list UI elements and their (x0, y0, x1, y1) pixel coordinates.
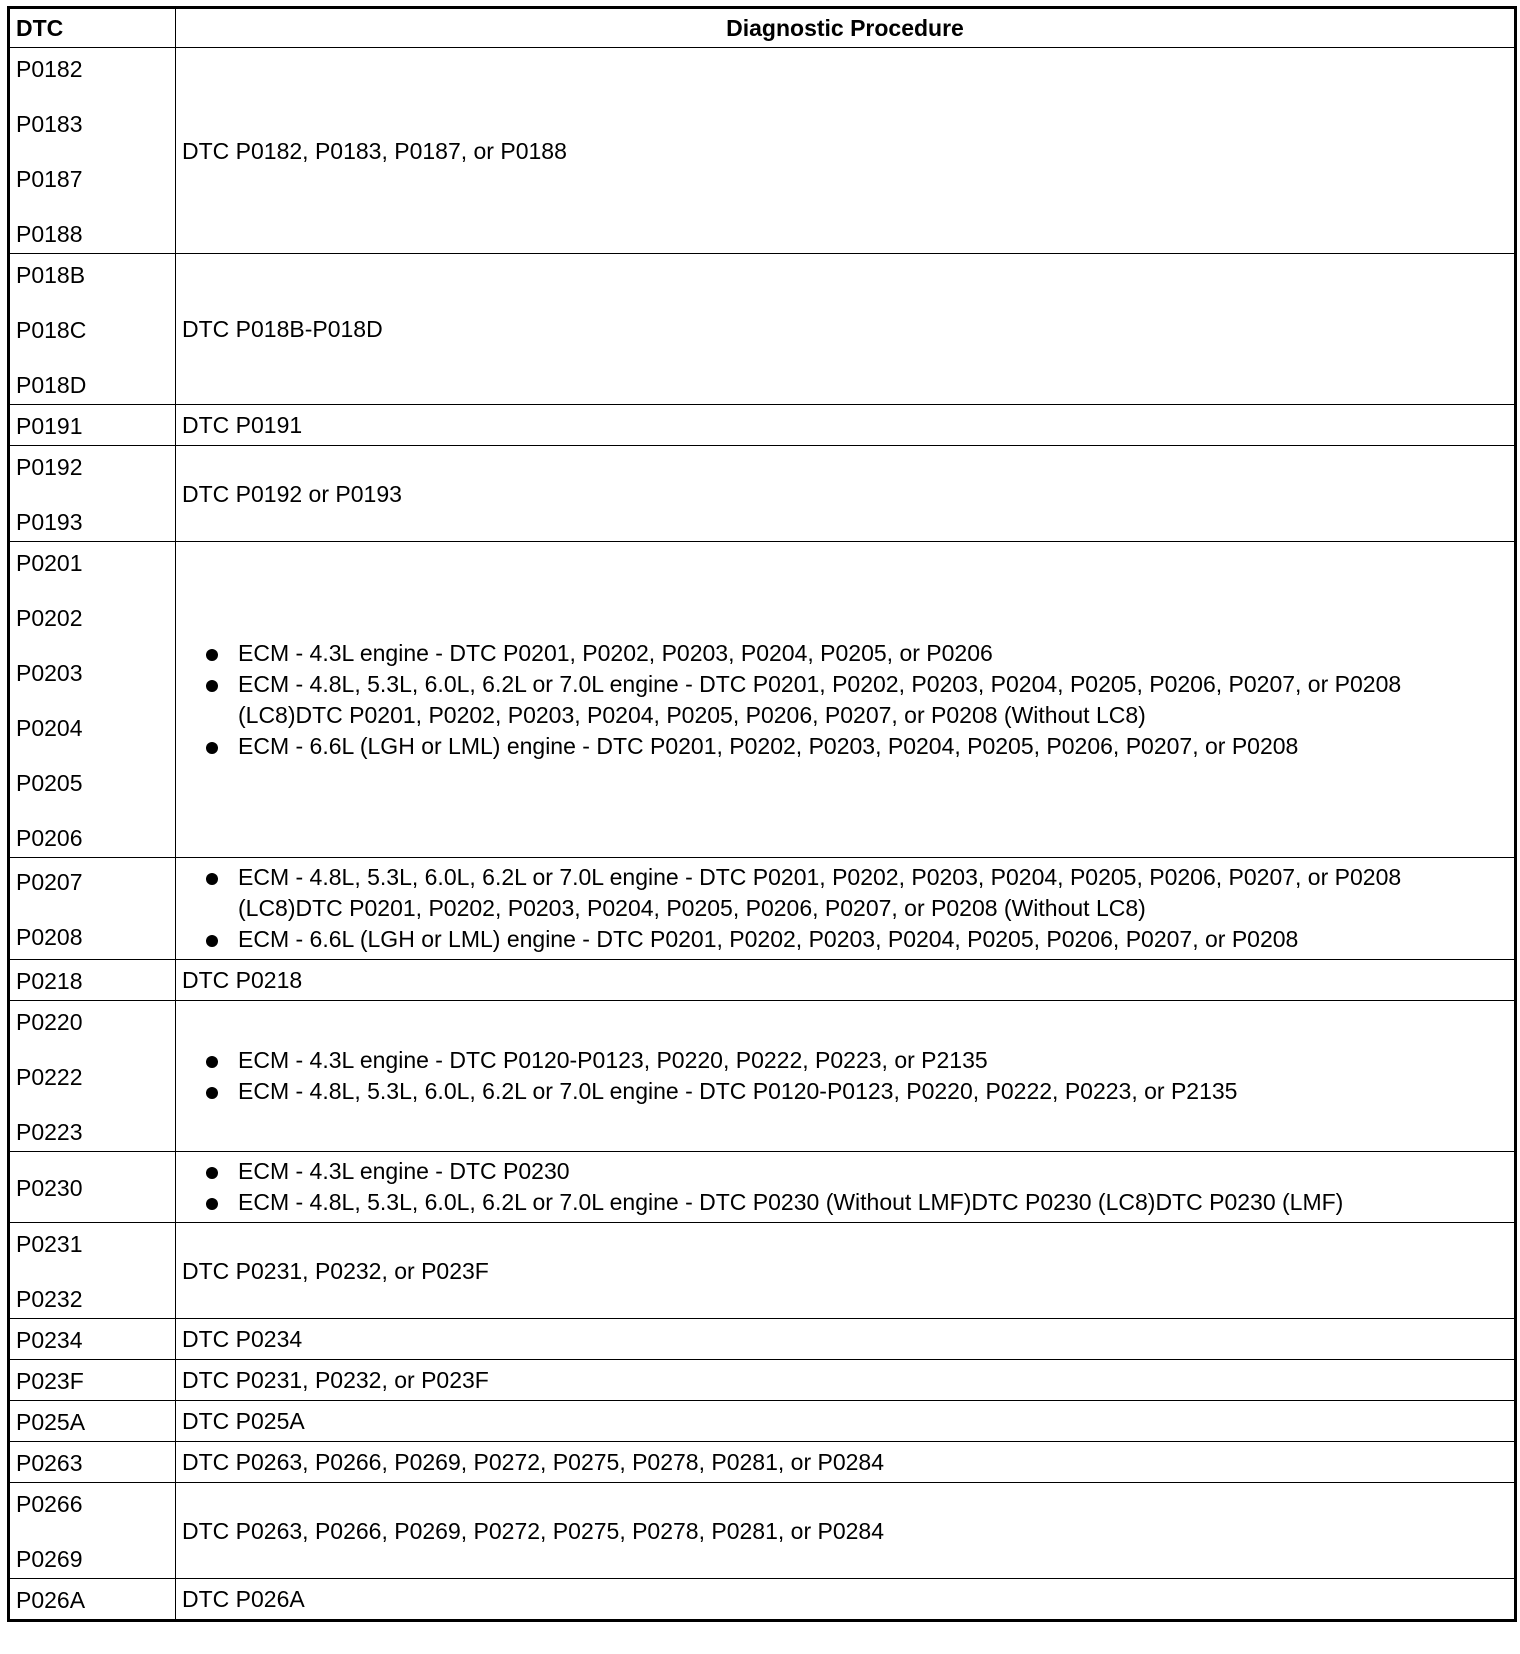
procedure-link-text[interactable]: DTC P0182, P0183, P0187, or P0188 (182, 137, 567, 164)
bullet-icon (206, 1087, 218, 1099)
dtc-cell (9, 1442, 176, 1483)
procedure-cell (176, 1360, 1516, 1401)
dtc-code: P026A (16, 1587, 86, 1613)
procedure-link-text[interactable]: DTC P0231, P0232, or P023F (182, 1257, 489, 1284)
bullet-icon (206, 649, 218, 661)
dtc-cell (9, 1360, 176, 1401)
list-item (202, 862, 1508, 924)
dtc-cell (9, 858, 176, 960)
bullet-icon (206, 742, 218, 754)
procedure-link-text[interactable]: ECM - 4.3L engine - DTC P0230 (238, 1158, 570, 1184)
procedure-link-text[interactable]: DTC P0192 or P0193 (182, 480, 402, 507)
dtc-cell (9, 1401, 176, 1442)
table-row (9, 446, 1516, 542)
procedure-link-text[interactable]: ECM - 4.8L, 5.3L, 6.0L, 6.2L or 7.0L engine - DTC P0120-P0123, P0220, P0222, P0223, or P2135 (238, 1078, 1238, 1104)
procedure-link-text[interactable]: ECM - 4.3L engine - DTC P0201, P0202, P0203, P0204, P0205, or P0206 (238, 639, 993, 666)
table-row (9, 1001, 1516, 1152)
dtc-cell (9, 1001, 176, 1152)
procedure-cell (176, 960, 1516, 1001)
procedure-link-text[interactable]: DTC P0263, P0266, P0269, P0272, P0275, P0278, P0281, or P0284 (182, 1449, 885, 1475)
procedure-list (182, 634, 1508, 766)
dtc-code: P0203 (16, 660, 83, 686)
procedure-link-text[interactable]: ECM - 6.6L (LGH or LML) engine - DTC P0201, P0202, P0203, P0204, P0205, P0206, P0207, or P0208 (238, 732, 1299, 759)
table-header-row (9, 8, 1516, 48)
dtc-code: P0218 (16, 968, 83, 994)
dtc-code: P0183 (16, 111, 83, 137)
procedure-cell (176, 542, 1516, 858)
procedure-cell (176, 48, 1516, 254)
dtc-cell (9, 1319, 176, 1360)
procedure-link-text[interactable]: DTC P0218 (182, 967, 303, 993)
dtc-code: P0207 (16, 869, 83, 895)
dtc-cell (9, 1223, 176, 1319)
dtc-code: P018C (16, 317, 87, 343)
table-row (9, 48, 1516, 254)
list-item (202, 638, 1508, 669)
list-item (202, 669, 1508, 731)
list-item (202, 1156, 1508, 1187)
dtc-code: P0187 (16, 166, 83, 192)
list-item (202, 1187, 1508, 1218)
dtc-code: P0193 (16, 509, 83, 535)
procedure-cell (176, 405, 1516, 446)
procedure-list (182, 1152, 1508, 1222)
table-row (9, 1152, 1516, 1223)
procedure-link-text[interactable]: ECM - 4.8L, 5.3L, 6.0L, 6.2L or 7.0L engine - DTC P0230 (Without LMF)DTC P0230 (LC8)DTC P0230 (LMF) (238, 1189, 1344, 1215)
dtc-code: P0192 (16, 454, 83, 480)
dtc-code: P0230 (16, 1175, 83, 1201)
procedure-cell (176, 1579, 1516, 1621)
bullet-icon (206, 680, 218, 692)
procedure-cell (176, 858, 1516, 960)
table-row (9, 405, 1516, 446)
procedure-link-text[interactable]: ECM - 4.3L engine - DTC P0120-P0123, P0220, P0222, P0223, or P2135 (238, 1047, 988, 1073)
procedure-list (182, 1041, 1508, 1111)
dtc-code: P023F (16, 1368, 84, 1394)
dtc-cell (9, 1579, 176, 1621)
table-row (9, 1360, 1516, 1401)
bullet-icon (206, 1167, 218, 1179)
procedure-link-text[interactable]: ECM - 4.8L, 5.3L, 6.0L, 6.2L or 7.0L engine - DTC P0201, P0202, P0203, P0204, P0205, P0206, P0207, or P0208 (LC8)DTC P0201, P0202, P0203, P0204, P0205, P0206, P0207, or P0208 (Without LC8) (238, 864, 1402, 921)
procedure-link-text[interactable]: DTC P0231, P0232, or P023F (182, 1367, 489, 1393)
dtc-cell (9, 405, 176, 446)
dtc-code: P0204 (16, 715, 83, 741)
dtc-cell (9, 446, 176, 542)
dtc-code: P0269 (16, 1546, 83, 1572)
procedure-cell (176, 1442, 1516, 1483)
table-row (9, 1401, 1516, 1442)
procedure-link-text[interactable]: DTC P0234 (182, 1326, 303, 1352)
dtc-code: P018B (16, 262, 86, 288)
dtc-cell (9, 1152, 176, 1223)
bullet-icon (206, 873, 218, 885)
bullet-icon (206, 935, 218, 947)
dtc-code: P0231 (16, 1231, 83, 1257)
procedure-link-text[interactable]: ECM - 4.8L, 5.3L, 6.0L, 6.2L or 7.0L engine - DTC P0201, P0202, P0203, P0204, P0205, P0206, P0207, or P0208 (LC8)DTC P0201, P0202, P0203, P0204, P0205, P0206, P0207, or P0208 (Without LC8) (238, 670, 1402, 728)
dtc-code: P0206 (16, 825, 83, 851)
procedure-cell (176, 1223, 1516, 1319)
procedure-link-text[interactable]: DTC P0263, P0266, P0269, P0272, P0275, P0278, P0281, or P0284 (182, 1517, 885, 1544)
dtc-code: P0222 (16, 1064, 83, 1090)
procedure-cell (176, 1152, 1516, 1223)
table-row (9, 1483, 1516, 1579)
dtc-code: P0201 (16, 550, 83, 576)
dtc-code: P0182 (16, 56, 83, 82)
table-row (9, 1319, 1516, 1360)
dtc-code: P0202 (16, 605, 83, 631)
procedure-link-text[interactable]: DTC P026A (182, 1586, 305, 1612)
procedure-link-text[interactable]: ECM - 6.6L (LGH or LML) engine - DTC P0201, P0202, P0203, P0204, P0205, P0206, P0207, or P0208 (238, 926, 1299, 952)
table-row (9, 542, 1516, 858)
dtc-code: P0234 (16, 1327, 83, 1353)
dtc-code: P0263 (16, 1450, 83, 1476)
dtc-cell (9, 542, 176, 858)
procedure-column-header: Diagnostic Procedure (176, 8, 1516, 48)
table-row (9, 1579, 1516, 1621)
procedure-cell (176, 1483, 1516, 1579)
procedure-link-text[interactable]: DTC P025A (182, 1408, 305, 1434)
procedure-cell (176, 1401, 1516, 1442)
dtc-cell (9, 48, 176, 254)
dtc-column-header: DTC (9, 8, 176, 48)
dtc-cell (9, 254, 176, 405)
dtc-code: P0205 (16, 770, 83, 796)
procedure-cell (176, 1001, 1516, 1152)
table-row (9, 1223, 1516, 1319)
bullet-icon (206, 1198, 218, 1210)
dtc-table (7, 6, 1517, 1622)
procedure-cell (176, 446, 1516, 542)
list-item (202, 1045, 1508, 1076)
bullet-icon (206, 1056, 218, 1068)
list-item (202, 731, 1508, 762)
table-row (9, 254, 1516, 405)
dtc-code: P025A (16, 1409, 86, 1435)
dtc-code: P0223 (16, 1119, 83, 1145)
dtc-code: P0220 (16, 1009, 83, 1035)
dtc-code: P018D (16, 372, 87, 398)
table-row (9, 858, 1516, 960)
procedure-link-text[interactable]: DTC P018B-P018D (182, 316, 383, 342)
dtc-code: P0191 (16, 413, 83, 439)
dtc-code: P0188 (16, 221, 83, 247)
procedure-cell (176, 1319, 1516, 1360)
list-item (202, 1076, 1508, 1107)
document-page (7, 6, 1514, 1622)
dtc-cell (9, 1483, 176, 1579)
list-item (202, 924, 1508, 955)
procedure-link-text[interactable]: DTC P0191 (182, 412, 303, 438)
dtc-cell (9, 960, 176, 1001)
dtc-code: P0232 (16, 1286, 83, 1312)
table-row (9, 1442, 1516, 1483)
procedure-cell (176, 254, 1516, 405)
procedure-list (182, 858, 1508, 959)
dtc-code: P0208 (16, 924, 83, 950)
table-body (9, 48, 1516, 1621)
dtc-code: P0266 (16, 1491, 83, 1517)
table-row (9, 960, 1516, 1001)
